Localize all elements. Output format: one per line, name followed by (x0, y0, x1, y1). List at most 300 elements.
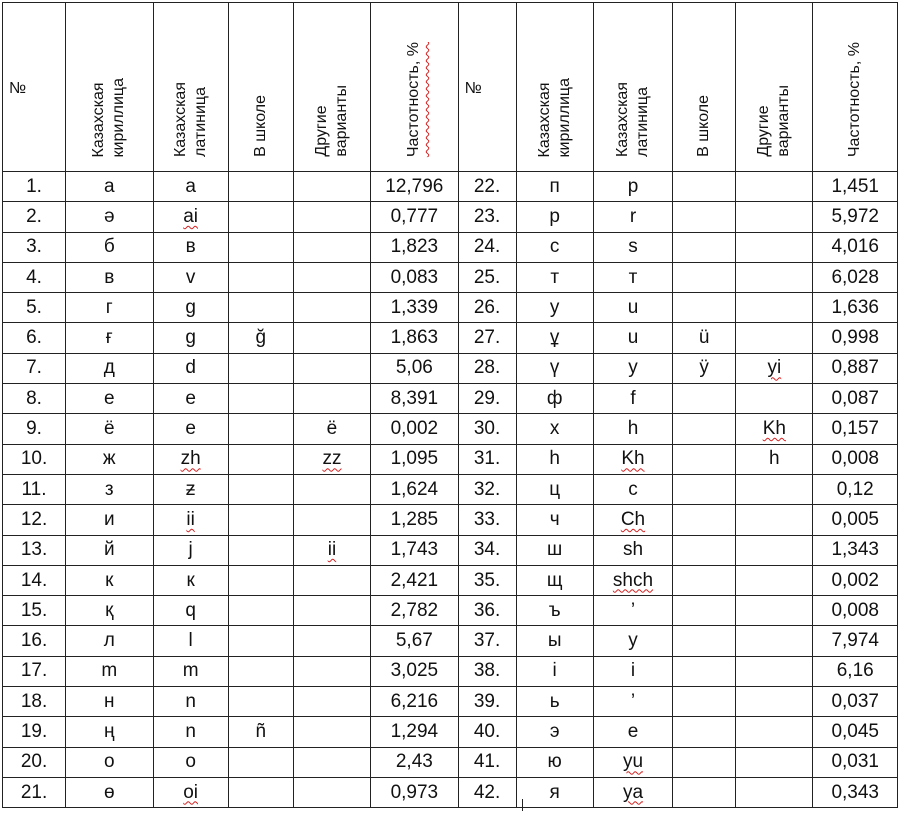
school-variant (673, 262, 736, 292)
row-number-text: 29. (473, 387, 501, 409)
row-number (458, 505, 516, 535)
cyrillic-letter-text: с (549, 236, 560, 258)
school-variant-text: ÿ (699, 357, 709, 379)
row-number (458, 323, 516, 353)
frequency-value-text: 5,972 (831, 205, 879, 227)
latin-letter-text: ƶ (185, 478, 196, 500)
cyrillic-letter-text: х (549, 418, 560, 440)
latin-letter-text: zh (180, 448, 201, 470)
cyrillic-letter (516, 777, 593, 807)
latin-letter-text: j (188, 539, 193, 561)
row-number-text: 30. (473, 418, 501, 440)
row-number (458, 232, 516, 262)
header-lat-line: латиница (633, 87, 651, 157)
row-number-text: 13. (20, 539, 48, 561)
cyrillic-letter (66, 384, 153, 414)
row-number-text: 24. (473, 236, 501, 258)
row-number (458, 596, 516, 626)
school-variant (228, 232, 293, 262)
row-number-text: 19. (20, 720, 48, 742)
text-cursor (522, 799, 523, 811)
row-number (3, 293, 66, 323)
other-variant (736, 444, 813, 474)
row-number (3, 202, 66, 232)
header-freq-left (371, 3, 458, 172)
latin-letter-text: l (188, 630, 193, 652)
latin-letter-text: Ch (620, 508, 646, 530)
header-other-line: Другие (755, 105, 773, 157)
cyrillic-letter (516, 323, 593, 353)
latin-letter-text: y (628, 357, 638, 379)
latin-letter-text: o (185, 751, 196, 773)
other-variant (736, 323, 813, 353)
latin-letter (153, 565, 228, 595)
latin-letter-text: q (185, 599, 196, 621)
header-cyr-line: кириллица (110, 77, 128, 157)
cyrillic-letter (66, 293, 153, 323)
table-row (3, 717, 898, 747)
school-variant (673, 323, 736, 353)
cyrillic-letter-text: т (550, 266, 560, 288)
latin-letter (153, 202, 228, 232)
cyrillic-letter (516, 596, 593, 626)
cyrillic-letter (516, 717, 593, 747)
school-variant (228, 262, 293, 292)
other-variant (293, 565, 370, 595)
header-other-line: варианты (775, 85, 793, 157)
latin-letter-text: т (628, 266, 638, 288)
letter-frequency-table (2, 2, 898, 808)
latin-letter (153, 687, 228, 717)
header-cyr-line: Казахская (535, 81, 553, 157)
frequency-value-text: 0,031 (831, 751, 879, 773)
latin-letter (593, 596, 672, 626)
latin-letter-text: shch (612, 569, 654, 591)
school-variant (228, 596, 293, 626)
other-variant (736, 535, 813, 565)
school-variant (673, 353, 736, 383)
latin-letter (593, 444, 672, 474)
latin-letter (593, 717, 672, 747)
cyrillic-letter (66, 565, 153, 595)
latin-letter (153, 232, 228, 262)
school-variant (673, 626, 736, 656)
school-variant (673, 444, 736, 474)
frequency-value (813, 414, 898, 444)
frequency-value (371, 747, 458, 777)
frequency-value (813, 384, 898, 414)
latin-letter (153, 535, 228, 565)
header-number-right: № (458, 3, 516, 172)
cyrillic-letter (66, 656, 153, 686)
frequency-value (371, 414, 458, 444)
row-number-text: 5. (26, 296, 42, 318)
header-school-line: В школе (695, 95, 713, 157)
frequency-value-text: 1,743 (390, 539, 439, 561)
other-variant (293, 353, 370, 383)
latin-letter (153, 172, 228, 202)
school-variant (228, 687, 293, 717)
row-number-text: 22. (473, 175, 501, 197)
school-variant (228, 384, 293, 414)
latin-letter-text: r (629, 205, 637, 227)
header-lat-line: Казахская (613, 81, 631, 157)
header-freq-line: Частотность, % (846, 41, 864, 157)
table-row (3, 747, 898, 777)
frequency-value (371, 656, 458, 686)
frequency-value-text: 6,216 (390, 690, 439, 712)
header-lat-left (153, 3, 228, 172)
latin-letter (153, 293, 228, 323)
cyrillic-letter (66, 596, 153, 626)
other-variant-text: Kh (762, 418, 786, 440)
latin-letter (593, 262, 672, 292)
latin-letter-text: m (182, 660, 199, 682)
school-variant (228, 202, 293, 232)
row-number-text: 28. (473, 357, 501, 379)
other-variant (736, 414, 813, 444)
header-other-left (293, 3, 370, 172)
row-number (3, 626, 66, 656)
latin-letter-text: y (628, 630, 638, 652)
other-variant (736, 384, 813, 414)
other-variant (736, 353, 813, 383)
frequency-value (371, 717, 458, 747)
header-row (3, 3, 898, 172)
header-cyr-right (516, 3, 593, 172)
cyrillic-letter (516, 505, 593, 535)
table-row (3, 505, 898, 535)
cyrillic-letter (516, 353, 593, 383)
row-number (458, 172, 516, 202)
table-row (3, 414, 898, 444)
cyrillic-letter-text: ъ (548, 599, 561, 621)
other-variant (736, 596, 813, 626)
other-variant (293, 687, 370, 717)
table-row (3, 384, 898, 414)
frequency-value-text: 1,294 (390, 720, 439, 742)
cyrillic-letter (516, 414, 593, 444)
row-number (458, 474, 516, 504)
latin-letter-text: ii (186, 508, 195, 530)
row-number-text: 4. (26, 266, 42, 288)
latin-letter (153, 474, 228, 504)
header-cyr-line: кириллица (555, 77, 573, 157)
row-number (3, 474, 66, 504)
school-variant (673, 565, 736, 595)
latin-letter-text: yu (622, 751, 644, 773)
frequency-value-text: 7,974 (831, 630, 879, 652)
other-variant (736, 717, 813, 747)
cyrillic-letter (516, 656, 593, 686)
other-variant (736, 747, 813, 777)
header-cyr-left (66, 3, 153, 172)
school-variant-text: ñ (255, 720, 267, 742)
cyrillic-letter-text: ы (547, 630, 562, 652)
table-row (3, 474, 898, 504)
frequency-value (371, 353, 458, 383)
cyrillic-letter-text: л (103, 630, 115, 652)
frequency-value-text: 1,624 (390, 478, 439, 500)
latin-letter (153, 656, 228, 686)
school-variant (228, 777, 293, 807)
cyrillic-letter (516, 535, 593, 565)
row-number-text: 8. (26, 387, 42, 409)
other-variant (736, 293, 813, 323)
frequency-value-text: 0,083 (390, 266, 439, 288)
other-variant (736, 172, 813, 202)
cyrillic-letter-text: ғ (105, 327, 113, 349)
latin-letter-text: e (185, 387, 196, 409)
cyrillic-letter (516, 444, 593, 474)
cyrillic-letter-text: б (103, 236, 115, 258)
school-variant (228, 353, 293, 383)
row-number (3, 172, 66, 202)
header-cyr-line: Казахская (90, 81, 108, 157)
row-number-text: 38. (473, 660, 501, 682)
row-number (458, 444, 516, 474)
latin-letter (593, 474, 672, 504)
latin-letter-text: i (630, 660, 636, 682)
cyrillic-letter (516, 747, 593, 777)
other-variant-text: yi (767, 357, 782, 379)
row-number (458, 535, 516, 565)
other-variant (293, 777, 370, 807)
school-variant (673, 293, 736, 323)
row-number (3, 656, 66, 686)
frequency-value (813, 293, 898, 323)
cyrillic-letter (66, 474, 153, 504)
frequency-value (813, 353, 898, 383)
row-number (458, 293, 516, 323)
frequency-value (813, 777, 898, 807)
latin-letter (593, 232, 672, 262)
row-number-text: 7. (26, 357, 42, 379)
frequency-value (813, 232, 898, 262)
latin-letter (153, 717, 228, 747)
school-variant (228, 293, 293, 323)
cyrillic-letter-text: и (103, 508, 115, 530)
school-variant (673, 747, 736, 777)
cyrillic-letter-text: р (549, 205, 560, 227)
row-number-text: 1. (26, 175, 42, 197)
school-variant (228, 747, 293, 777)
latin-letter-text: n (185, 690, 196, 712)
frequency-value (371, 444, 458, 474)
other-variant (293, 474, 370, 504)
school-variant (673, 232, 736, 262)
frequency-value-text: 2,782 (390, 599, 439, 621)
table-row (3, 293, 898, 323)
frequency-value-text: 5,67 (395, 630, 433, 652)
frequency-value (813, 747, 898, 777)
row-number (458, 353, 516, 383)
school-variant (673, 505, 736, 535)
latin-letter (153, 505, 228, 535)
cyrillic-letter-text: m (101, 660, 118, 682)
frequency-value (813, 565, 898, 595)
school-variant-text: ğ (255, 327, 267, 349)
cyrillic-letter-text: ө (103, 781, 115, 803)
row-number (3, 353, 66, 383)
other-variant (293, 232, 370, 262)
cyrillic-letter-text: қ (105, 599, 114, 621)
frequency-value (371, 384, 458, 414)
latin-letter (153, 323, 228, 353)
latin-letter (593, 565, 672, 595)
cyrillic-letter (66, 687, 153, 717)
row-number-text: 12. (20, 508, 48, 530)
cyrillic-letter-text: ё (103, 418, 115, 440)
frequency-value-text: 1,339 (390, 296, 439, 318)
cyrillic-letter-text: ч (549, 508, 560, 530)
school-variant (228, 474, 293, 504)
header-school-line: В школе (251, 95, 269, 157)
latin-letter (593, 202, 672, 232)
row-number-text: 41. (473, 751, 501, 773)
cyrillic-letter-text: е (103, 387, 115, 409)
frequency-value-text: 1,451 (831, 175, 879, 197)
latin-letter-text: u (627, 327, 639, 349)
frequency-value (371, 323, 458, 353)
row-number (3, 414, 66, 444)
other-variant (736, 505, 813, 535)
other-variant (293, 323, 370, 353)
frequency-value (813, 717, 898, 747)
cyrillic-letter (516, 626, 593, 656)
frequency-value (813, 474, 898, 504)
frequency-value (813, 172, 898, 202)
row-number-text: 42. (473, 781, 501, 803)
row-number (458, 565, 516, 595)
frequency-value-text: 0,002 (390, 418, 439, 440)
school-variant (673, 172, 736, 202)
other-variant-text: һ (769, 448, 780, 470)
cyrillic-letter-text: ү (549, 357, 560, 379)
latin-letter-text: p (627, 175, 639, 197)
cyrillic-letter (516, 565, 593, 595)
frequency-value-text: 0,008 (831, 448, 879, 470)
latin-letter (593, 384, 672, 414)
other-variant (293, 656, 370, 686)
latin-letter-text: ’ (630, 690, 636, 712)
cyrillic-letter-text: у (549, 296, 560, 318)
cyrillic-letter (516, 474, 593, 504)
latin-letter-text: ya (622, 781, 644, 803)
other-variant (293, 384, 370, 414)
cyrillic-letter (66, 777, 153, 807)
cyrillic-letter (516, 384, 593, 414)
frequency-value-text: 0,008 (831, 599, 879, 621)
latin-letter-text: e (627, 720, 639, 742)
latin-letter (153, 777, 228, 807)
cyrillic-letter (66, 626, 153, 656)
cyrillic-letter (66, 202, 153, 232)
frequency-value-text: 5,06 (395, 357, 433, 379)
cyrillic-letter (66, 747, 153, 777)
school-variant (673, 414, 736, 444)
cyrillic-letter (516, 172, 593, 202)
other-variant (293, 717, 370, 747)
cyrillic-letter-text: г (105, 296, 113, 318)
school-variant (673, 202, 736, 232)
frequency-value (813, 262, 898, 292)
row-number (3, 444, 66, 474)
other-variant (736, 202, 813, 232)
cyrillic-letter-text: й (103, 539, 115, 561)
frequency-value (371, 505, 458, 535)
row-number (3, 323, 66, 353)
row-number (458, 777, 516, 807)
other-variant (293, 414, 370, 444)
latin-letter (593, 323, 672, 353)
frequency-value-text: 1,285 (390, 508, 439, 530)
frequency-value-text: 1,636 (831, 296, 879, 318)
latin-letter (593, 293, 672, 323)
row-number (458, 656, 516, 686)
latin-letter-text: к (186, 569, 195, 591)
row-number (458, 414, 516, 444)
frequency-value-text: 4,016 (831, 236, 879, 258)
frequency-value-text: 1,823 (390, 236, 439, 258)
latin-letter-text: f (630, 387, 636, 409)
school-variant (673, 596, 736, 626)
cyrillic-letter (516, 687, 593, 717)
table-row (3, 353, 898, 383)
frequency-value-text: 12,796 (385, 175, 444, 197)
other-variant (293, 444, 370, 474)
latin-letter (153, 626, 228, 656)
latin-letter-text: c (628, 478, 638, 500)
frequency-value-text: 1,863 (390, 327, 439, 349)
table-row (3, 262, 898, 292)
table-row (3, 444, 898, 474)
row-number-text: 16. (20, 630, 48, 652)
table-row (3, 202, 898, 232)
latin-letter (593, 656, 672, 686)
cyrillic-letter (516, 202, 593, 232)
row-number-text: 6. (26, 327, 42, 349)
school-variant (228, 565, 293, 595)
frequency-value (371, 293, 458, 323)
row-number-text: 2. (26, 205, 42, 227)
frequency-value-text: 0,002 (831, 569, 879, 591)
latin-letter (593, 414, 672, 444)
school-variant (673, 717, 736, 747)
latin-letter-text: s (628, 236, 638, 258)
cyrillic-letter (66, 717, 153, 747)
row-number-text: 25. (473, 266, 501, 288)
cyrillic-letter-text: в (104, 266, 115, 288)
other-variant (293, 596, 370, 626)
cyrillic-letter (66, 535, 153, 565)
header-lat-right (593, 3, 672, 172)
cyrillic-letter (66, 323, 153, 353)
school-variant (673, 687, 736, 717)
other-variant (736, 687, 813, 717)
row-number-text: 40. (473, 720, 501, 742)
cyrillic-letter (66, 414, 153, 444)
row-number (3, 232, 66, 262)
row-number-text: 3. (26, 236, 42, 258)
latin-letter (153, 384, 228, 414)
row-number-text: 26. (473, 296, 501, 318)
row-number (458, 747, 516, 777)
school-variant (673, 384, 736, 414)
frequency-value-text: 0,037 (831, 690, 879, 712)
other-variant (736, 565, 813, 595)
frequency-value (371, 232, 458, 262)
